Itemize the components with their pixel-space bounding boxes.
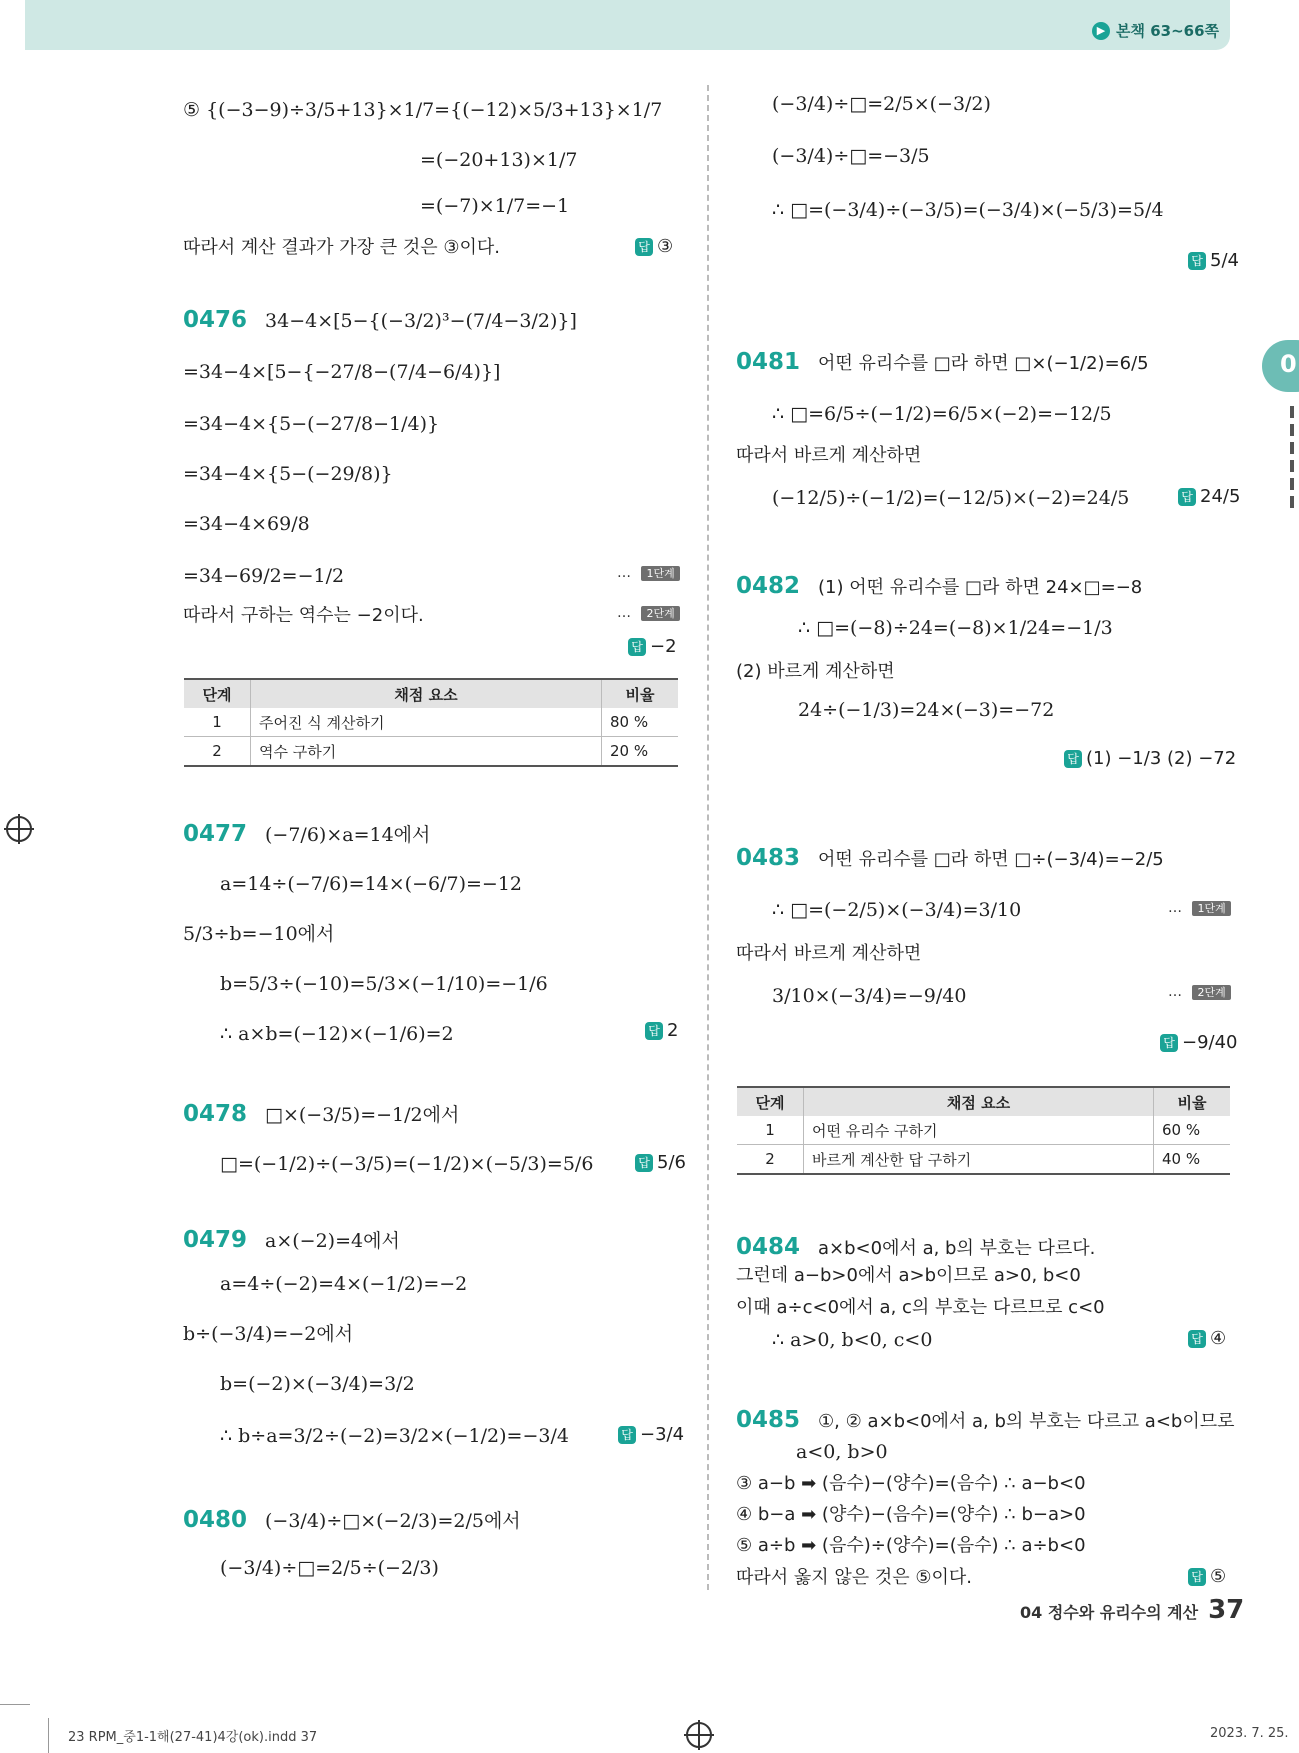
p485-expr: ①, ② a×b<0에서 a, b의 부호는 다르고 a<b이므로 [818,1411,1235,1432]
p479-expr: a×(−2)=4에서 [265,1230,400,1252]
problem-number: 0485 [736,1407,801,1433]
print-date: 2023. 7. 25. [1210,1726,1289,1741]
p482-line1 [736,574,1142,600]
p480b-answer [1188,250,1239,271]
page-number: 37 [1208,1595,1245,1625]
p480b-line1: (−3/4)÷□=2/5×(−3/2) [772,93,991,115]
answer-value: ③ [657,236,674,257]
p484-line3: 이때 a÷c<0에서 a, c의 부호는 다르므로 c<0 [736,1297,1105,1318]
table-cell: 바르게 계산한 답 구하기 [804,1145,1154,1175]
table-cell: 어떤 유리수 구하기 [804,1116,1154,1145]
table-cell: 1 [184,708,251,737]
p476-line1 [183,308,577,333]
p483-line2: ∴ □=(−2/5)×(−3/4)=3/10 [772,899,1022,921]
step-badge: 1단계 [641,566,679,581]
p479-line3: b÷(−3/4)=−2에서 [183,1323,354,1345]
p480-line2: (−3/4)÷□=2/5÷(−2/3) [220,1557,439,1579]
answer-value: −2 [650,636,677,657]
p480-line1 [183,1508,521,1533]
answer-icon: 답 [628,638,646,656]
p480-expr: (−3/4)÷□×(−2/3)=2/5에서 [265,1510,521,1532]
table-header: 비율 [602,679,679,708]
p485-line3: ③ a−b ➡ (음수)−(양수)=(음수) ∴ a−b<0 [736,1473,1086,1494]
p483-line1 [736,846,1164,872]
p482-answer [1064,748,1236,769]
p481-line1 [736,350,1149,376]
p481-line2: ∴ □=6/5÷(−1/2)=6/5×(−2)=−12/5 [772,403,1112,425]
table-cell: 2 [737,1145,804,1175]
p476-line2: =34−4×[5−{−27/8−(7/4−6/4)}] [183,361,501,383]
answer-icon: 답 [635,1154,653,1172]
p484-answer [1188,1328,1226,1349]
p476-line4: =34−4×{5−(−29/8)} [183,463,393,485]
table-cell: 1 [737,1116,804,1145]
table-row [737,1116,1230,1145]
table-cell: 역수 구하기 [251,737,602,767]
answer-icon: 답 [645,1022,663,1040]
answer-value: 5/6 [657,1152,686,1173]
table-cell: 주어진 식 계산하기 [251,708,602,737]
p478-line2: □=(−1/2)÷(−3/5)=(−1/2)×(−5/3)=5/6 [220,1153,594,1175]
problem-number: 0476 [183,307,248,333]
p483-answer [1160,1032,1238,1053]
table-cell: 60 % [1154,1116,1231,1145]
p477-line2: a=14÷(−7/6)=14×(−6/7)=−12 [220,873,523,895]
step-badge: 2단계 [641,606,679,621]
p481-line3: 따라서 바르게 계산하면 [736,445,922,466]
table-header: 채점 요소 [804,1087,1154,1116]
p475-line1: ⑤ {(−3−9)÷3/5+13}×1/7={(−12)×5/3+13}×1/7 [183,99,663,121]
p484-expr: a×b<0에서 a, b의 부호는 다르다. [818,1238,1096,1259]
p476-line5: =34−4×69/8 [183,513,310,535]
header-band [25,0,1230,50]
side-chapter-text [1290,400,1298,550]
p481-line4: (−12/5)÷(−1/2)=(−12/5)×(−2)=24/5 [772,487,1130,509]
answer-value: 5/4 [1210,250,1239,271]
arrow-right-icon: ▶ [1092,22,1110,40]
p482-line4: 24÷(−1/3)=24×(−3)=−72 [798,699,1055,721]
p483-expr: 어떤 유리수를 □라 하면 □÷(−3/4)=−2/5 [818,849,1164,870]
problem-number: 0478 [183,1101,248,1127]
p484-line1 [736,1235,1095,1261]
table-cell: 2 [184,737,251,767]
chapter-tab [1262,340,1299,392]
p485-line6: 따라서 옳지 않은 것은 ⑤이다. [736,1567,973,1588]
answer-icon: 답 [618,1426,636,1444]
answer-value: 2 [667,1020,679,1041]
p476-step2: … 2단계 [617,605,680,621]
p481-expr: 어떤 유리수를 □라 하면 □×(−1/2)=6/5 [818,353,1149,374]
answer-icon: 답 [1160,1034,1178,1052]
step-badge: 1단계 [1192,901,1230,916]
p479-line2: a=4÷(−2)=4×(−1/2)=−2 [220,1273,468,1295]
answer-value: ⑤ [1210,1566,1227,1587]
problem-number: 0484 [736,1234,801,1260]
page-footer [1020,1595,1244,1625]
table-cell: 80 % [602,708,679,737]
p480b-line3: ∴ □=(−3/4)÷(−3/5)=(−3/4)×(−5/3)=5/4 [772,199,1164,221]
p484-line4: ∴ a>0, b<0, c<0 [772,1329,933,1351]
table-cell: 20 % [602,737,679,767]
problem-number: 0479 [183,1227,248,1253]
p483-line3: 따라서 바르게 계산하면 [736,943,922,964]
p476-expr: 34−4×[5−{(−3/2)³−(7/4−3/2)}] [265,310,577,332]
p477-line3: 5/3÷b=−10에서 [183,923,335,945]
p484-line2: 그런데 a−b>0에서 a>b이므로 a>0, b<0 [736,1265,1081,1286]
registration-mark-left [6,816,32,842]
p482-line2: ∴ □=(−8)÷24=(−8)×1/24=−1/3 [798,617,1113,639]
p477-expr: (−7/6)×a=14에서 [265,824,431,846]
p475-line2: =(−20+13)×1/7 [420,149,578,171]
answer-icon: 답 [1178,488,1196,506]
p483-line4: 3/10×(−3/4)=−9/40 [772,985,967,1007]
answer-value: (1) −1/3 (2) −72 [1086,748,1237,769]
p478-expr: □×(−3/5)=−1/2에서 [265,1104,460,1126]
table-row [737,1145,1230,1175]
table-header: 단계 [184,679,251,708]
problem-number: 0481 [736,349,801,375]
p476-line6: =34−69/2=−1/2 [183,565,345,587]
p485-line2: a<0, b>0 [796,1441,888,1463]
p476-line7: 따라서 구하는 역수는 −2이다. [183,605,424,626]
answer-icon: 답 [1188,1568,1206,1586]
table-row [184,737,678,767]
p481-answer [1178,486,1240,507]
table-cell: 40 % [1154,1145,1231,1175]
step-badge: 2단계 [1192,985,1230,1000]
p477-line4: b=5/3÷(−10)=5/3×(−1/10)=−1/6 [220,973,548,995]
answer-icon: 답 [635,238,653,256]
p476-answer [628,636,677,657]
p477-answer [645,1020,678,1041]
p478-line1 [183,1102,459,1127]
answer-value: −3/4 [640,1424,685,1445]
answer-value: 24/5 [1200,486,1241,507]
p483-grading-table [737,1086,1230,1175]
p475-answer [635,236,673,257]
answer-icon: 답 [1064,750,1082,768]
problem-number: 0480 [183,1507,248,1533]
chapter-title: 04 정수와 유리수의 계산 [1020,1603,1199,1622]
problem-number: 0483 [736,845,801,871]
page-reference-label: 본책 63~66쪽 [1116,22,1220,40]
problem-number: 0477 [183,821,248,847]
p476-grading-table [184,678,678,767]
p476-step1: … 1단계 [617,565,680,581]
chapter-tab-label: 0 [1280,350,1297,378]
page-reference [1092,20,1219,41]
registration-mark-bottom [686,1722,712,1748]
p479-line5: ∴ b÷a=3/2÷(−2)=3/2×(−1/2)=−3/4 [220,1425,569,1447]
answer-icon: 답 [1188,1330,1206,1348]
answer-value: ④ [1210,1328,1227,1349]
table-row [184,708,678,737]
p479-line4: b=(−2)×(−3/4)=3/2 [220,1373,415,1395]
p485-line4: ④ b−a ➡ (양수)−(음수)=(양수) ∴ b−a>0 [736,1504,1086,1525]
column-divider [707,85,709,1590]
p482-expr: (1) 어떤 유리수를 □라 하면 24×□=−8 [818,577,1143,598]
p478-answer [635,1152,686,1173]
p475-line3: =(−7)×1/7=−1 [420,195,570,217]
p483-step1: … 1단계 [1168,900,1231,916]
p476-line3: =34−4×{5−(−27/8−1/4)} [183,413,440,435]
p480b-line2: (−3/4)÷□=−3/5 [772,145,930,167]
footer-rule-left [0,1704,30,1705]
answer-value: −9/40 [1182,1032,1238,1053]
answer-icon: 답 [1188,252,1206,270]
problem-number: 0482 [736,573,801,599]
p477-line1 [183,822,430,847]
p477-line5: ∴ a×b=(−12)×(−1/6)=2 [220,1023,454,1045]
table-header: 채점 요소 [251,679,602,708]
p482-line3: (2) 바르게 계산하면 [736,661,895,682]
file-info: 23 RPM_중1-1해(27-41)4강(ok).indd 37 [68,1730,318,1745]
p485-line1 [736,1408,1235,1434]
p485-answer [1188,1566,1226,1587]
footer-rule-vertical [48,1718,49,1753]
table-header: 비율 [1154,1087,1231,1116]
p483-step2: … 2단계 [1168,984,1231,1000]
p479-line1 [183,1228,400,1253]
p475-line4: 따라서 계산 결과가 가장 큰 것은 ③이다. [183,237,501,258]
p479-answer [618,1424,684,1445]
table-header: 단계 [737,1087,804,1116]
p485-line5: ⑤ a÷b ➡ (음수)÷(양수)=(음수) ∴ a÷b<0 [736,1535,1086,1556]
